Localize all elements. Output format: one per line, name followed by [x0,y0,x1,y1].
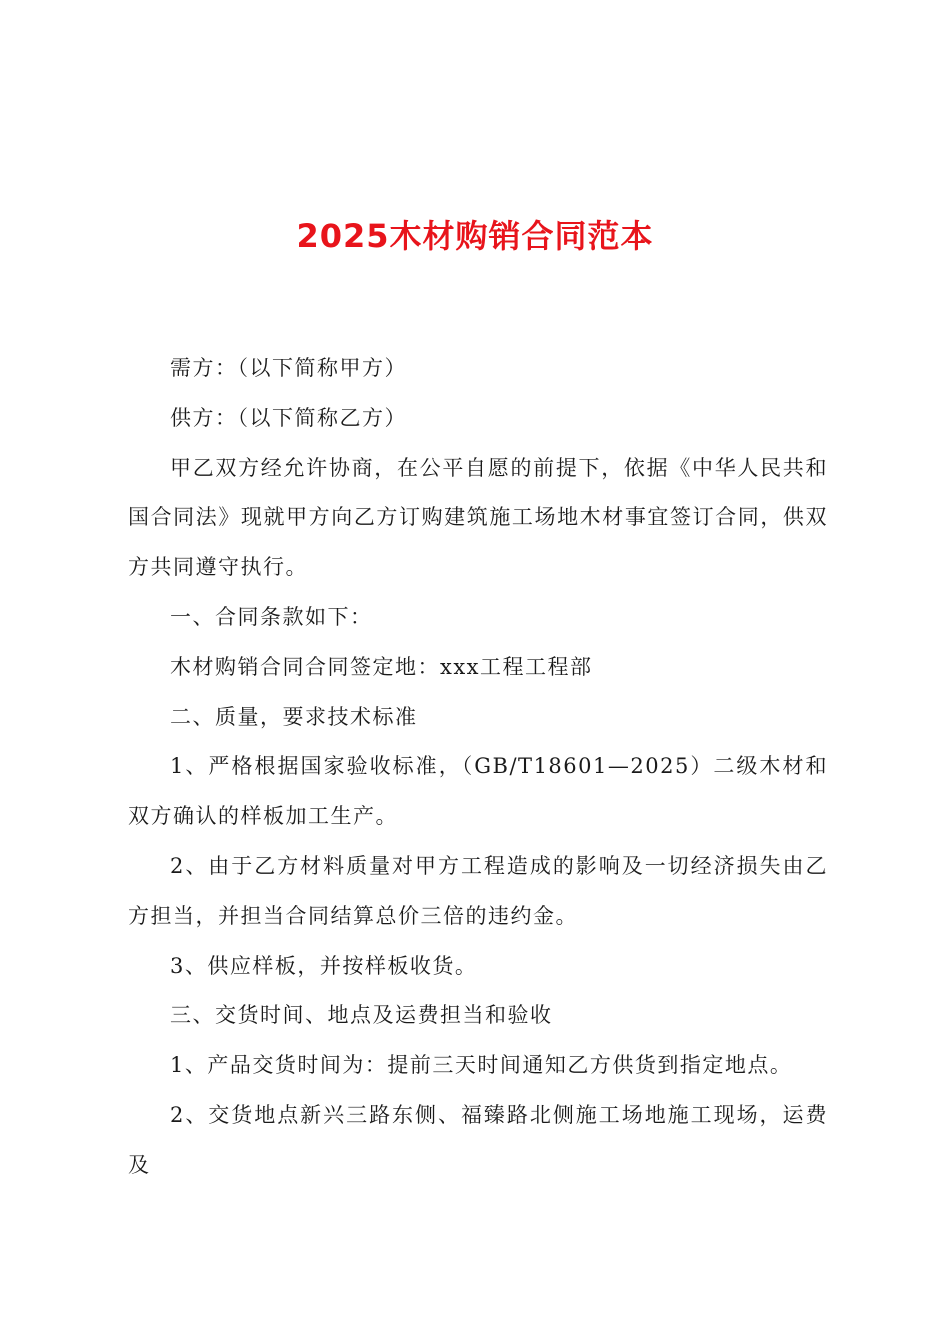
document-body [128,344,828,1191]
section-heading-quality: 二、质量，要求技术标准 [170,704,418,729]
document-title: 2025木材购销合同范本 [296,217,654,255]
clause-delivery-2: 2、交货地点新兴三路东侧、福臻路北侧施工场地施工现场，运费及 [128,1102,828,1177]
paragraph-signing-place: 木材购销合同合同签定地：xxx工程工程部 [170,654,593,679]
paragraph-supplier: 供方：（以下简称乙方） [170,405,407,430]
paragraph-buyer: 需方：（以下简称甲方） [170,356,407,380]
clause-quality-3: 3、供应样板，并按样板收货。 [170,953,478,978]
section-heading-delivery: 三、交货时间、地点及运费担当和验收 [170,1003,553,1028]
section-heading-terms: 一、合同条款如下： [170,604,373,629]
clause-quality-2: 2、由于乙方材料质量对甲方工程造成的影响及一切经济损失由乙方担当，并担当合同结算总价三倍的违约金。 [128,853,828,928]
clause-delivery-1: 1、产品交货时间为：提前三天时间通知乙方供货到指定地点。 [170,1053,793,1078]
paragraph-preamble: 甲乙双方经允许协商，在公平自愿的前提下，依据《中华人民共和国合同法》现就甲方向乙方订购建筑施工场地木材事宜签订合同，供双方共同遵守执行。 [128,455,828,580]
clause-quality-1: 1、严格根据国家验收标准，（GB/T18601—2025）二级木材和双方确认的样板加工生产。 [128,754,828,829]
